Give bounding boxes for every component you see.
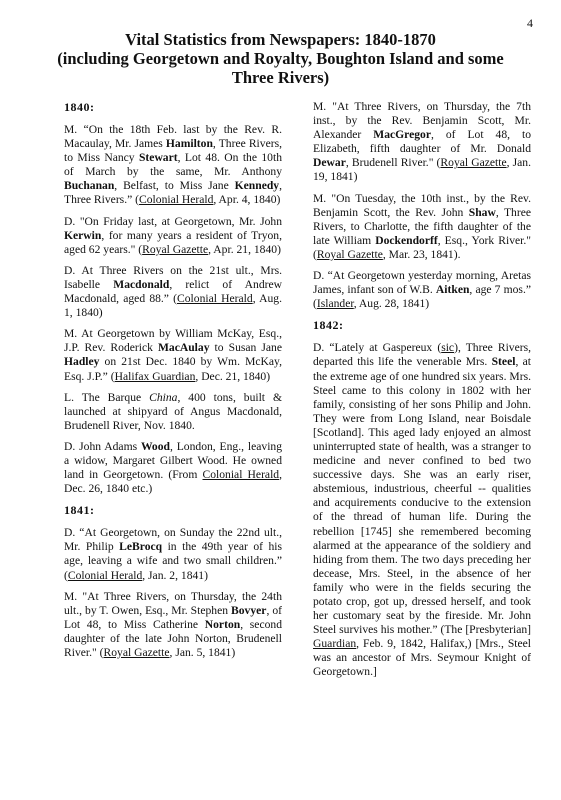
text-run: , Belfast, to Miss Jane: [114, 179, 235, 193]
text-run: , London, Eng., leaving a widow, Margaret Gilbert Wood. He owned land in Georgetown. (From: [64, 439, 283, 482]
text-run: , at the extreme age of one hundred six years. Mrs. Steel came to this colony in 1802 with her family, consisting of her sons Philip and John. They were from Long Island, near Boisdale [Scotland]. This aged lady enjoyed an almost uninterrupted state of health, was a stranger to medicine and never confined to bed two successive days. She was an early riser, abstemious, industrious, cheerful -- qualities and acquirements conducive to the extension of the thread of human life. During the rebellion [1745] she remembered becoming alarmed at the appearance of the soldiery and hiding from them. The two days preceding her decease, Mrs. Steel, in the absence of her family who were in the fields securing the potato crop, got up, dressed herself, and took her customary seat by the fireside. Mr. John Steel survives his mother.” (The [Presbyterian]: [313, 355, 531, 637]
newspaper-name: Colonial Herald: [139, 193, 214, 207]
entry-aitken: [313, 269, 531, 311]
text-run: D. “At Georgetown yesterday morning, Aretas James, infant son of W.B.: [313, 269, 531, 297]
surname: Bovyer: [231, 603, 267, 617]
page-number: 4: [527, 16, 533, 30]
surname: Kerwin: [64, 228, 102, 242]
title-line-2: (including Georgetown and Royalty, Boughton Island and some: [57, 49, 504, 68]
surname: Stewart: [138, 151, 178, 165]
text-run: , Lot 48. On the 10th of March by the same, Mr. Anthony: [64, 151, 282, 179]
text-run: , Brudenell River." (: [345, 156, 441, 170]
surname: Buchanan: [64, 179, 115, 193]
text-run: ), Three Rivers, departed this life the venerable Mrs.: [313, 341, 531, 369]
surname: Hamilton: [165, 137, 213, 151]
newspaper-name: Royal Gazette: [316, 247, 383, 261]
entry-macaulay-hadley: [64, 327, 282, 383]
surname: MacGregor: [373, 128, 431, 142]
text-run: D. “Lately at Gaspereux (: [313, 341, 442, 355]
left-column: [64, 100, 282, 667]
newspaper-name: sic: [441, 341, 455, 355]
text-run: D. “At Georgetown, on Sunday the 22nd ult., Mr. Philip: [64, 526, 282, 554]
text-run: , Three Rivers, to Miss Nancy: [64, 137, 282, 165]
text-run: D. John Adams: [64, 439, 141, 453]
entry-macgregor-dewar: [313, 100, 531, 185]
surname: Kennedy: [234, 179, 280, 193]
text-run: M. At Georgetown by William McKay, Esq., J.P. Rev. Roderick: [64, 327, 282, 355]
newspaper-name: Colonial Herald: [177, 292, 253, 306]
entry-barque-china: [64, 391, 282, 433]
text-run: D. At Three Rivers on the 21st ult., Mrs. Isabelle: [64, 263, 282, 291]
text-run: , Dec. 26, 1840 etc.): [64, 468, 282, 496]
surname: Steel: [491, 355, 516, 369]
entry-bovyer-norton: [64, 590, 282, 660]
text-run: , Mar. 23, 1841).: [382, 247, 461, 261]
entry-wood: [64, 440, 282, 496]
surname: Dewar: [313, 156, 346, 170]
text-run: , Feb. 9, 1842, Halifax,) [Mrs., Steel was an ancestor of Mrs. Seymour Knight of Georgetown.]: [313, 637, 531, 679]
text-run: , relict of Andrew Macdonald, aged 88.” (: [64, 277, 282, 306]
text-run: , Aug. 1, 1840): [64, 292, 282, 320]
text-run: , Apr. 4, 1840): [213, 193, 281, 207]
year-heading-1841: 1841:: [64, 503, 95, 518]
text-run: , second daughter of the late John Norton, Brudenell River." (: [64, 617, 282, 659]
text-run: , for many years a resident of Tryon, aged 62 years." (: [64, 228, 282, 256]
year-heading-1840: 1840:: [64, 100, 95, 114]
surname: LeBrocq: [119, 540, 163, 554]
surname: Shaw: [468, 205, 496, 219]
text-run: , Jan. 19, 1841): [313, 156, 532, 184]
newspaper-name: Royal Gazette: [103, 646, 170, 659]
surname: Hadley: [64, 355, 100, 369]
page-title: [40, 30, 521, 87]
text-run: on 21st Dec. 1840 by Wm. McKay, Esq. J.P.” (: [64, 355, 282, 383]
text-run: to Susan Jane: [209, 341, 282, 355]
text-run: , Apr. 21, 1840): [208, 242, 281, 256]
right-column: [313, 100, 531, 687]
text-run: L. The Barque: [64, 390, 150, 404]
entry-lebrocq: [64, 526, 282, 582]
text-run: China: [149, 390, 178, 404]
text-run: , 400 tons, built & launched at shipyard of Angus Macdonald, Brudenell River, Nov. 1840.: [64, 390, 282, 432]
text-run: , Jan. 5, 1841): [169, 646, 236, 659]
text-run: M. "On Tuesday, the 10th inst., by the Rev. Benjamin Scott, the Rev. John: [313, 191, 531, 219]
text-run: , of Lot 48, to Elizabeth, fifth daughter of Mr. Donald: [313, 128, 531, 156]
newspaper-name: Islander: [316, 297, 354, 311]
text-run: , age 7 mos.” (: [313, 283, 531, 311]
newspaper-name: Colonial Herald: [202, 468, 280, 482]
title-line-3: Three Rivers): [231, 68, 330, 87]
year-heading-1842: 1842:: [313, 318, 344, 333]
newspaper-name: Colonial Herald: [67, 568, 143, 582]
entry-kerwin: [64, 215, 282, 257]
entry-steel: [313, 341, 531, 679]
entry-shaw-dockendorff: [313, 192, 531, 262]
text-run: in the 49th year of his age, leaving a wife and two small children.” (: [64, 540, 283, 582]
text-run: M. “On the 18th Feb. last by the Rev. R. Macaulay, Mr. James: [64, 123, 282, 151]
newspaper-name: Royal Gazette: [440, 156, 507, 170]
text-run: D. "On Friday last, at Georgetown, Mr. John: [64, 214, 282, 228]
newspaper-name: Royal Gazette: [142, 242, 209, 256]
surname: Norton: [204, 617, 241, 631]
text-run: , Esq., York River." (: [313, 233, 532, 261]
text-run: , Aug. 28, 1841): [353, 297, 430, 311]
surname: Wood: [140, 439, 170, 453]
surname: Macdonald: [113, 277, 170, 291]
entry-macdonald: [64, 264, 282, 320]
surname: Dockendorff: [375, 233, 438, 247]
surname: MacAulay: [157, 341, 210, 355]
text-run: , Dec. 21, 1840): [195, 369, 271, 383]
text-run: , Three Rivers.” (: [64, 179, 282, 207]
text-run: , Three Rivers, to Charlotte, the fifth daughter of the late William: [313, 205, 531, 247]
surname: Aitken: [435, 283, 470, 297]
text-run: , Jan. 2, 1841): [142, 568, 208, 582]
entry-hamilton-stewart: [64, 123, 282, 208]
text-run: M. "At Three Rivers, on Thursday, the 24th ult., by T. Owen, Esq., Mr. Stephen: [64, 589, 282, 617]
title-line-1: Vital Statistics from Newspapers: 1840-1870: [125, 30, 436, 49]
newspaper-name: Halifax Guardian: [114, 369, 196, 383]
text-run: , of Lot 48, to Miss Catherine: [64, 603, 282, 631]
newspaper-name: Guardian: [313, 637, 357, 651]
text-run: M. "At Three Rivers, on Thursday, the 7th inst., by the Rev. Benjamin Scott, Mr. Alexander: [313, 100, 531, 142]
